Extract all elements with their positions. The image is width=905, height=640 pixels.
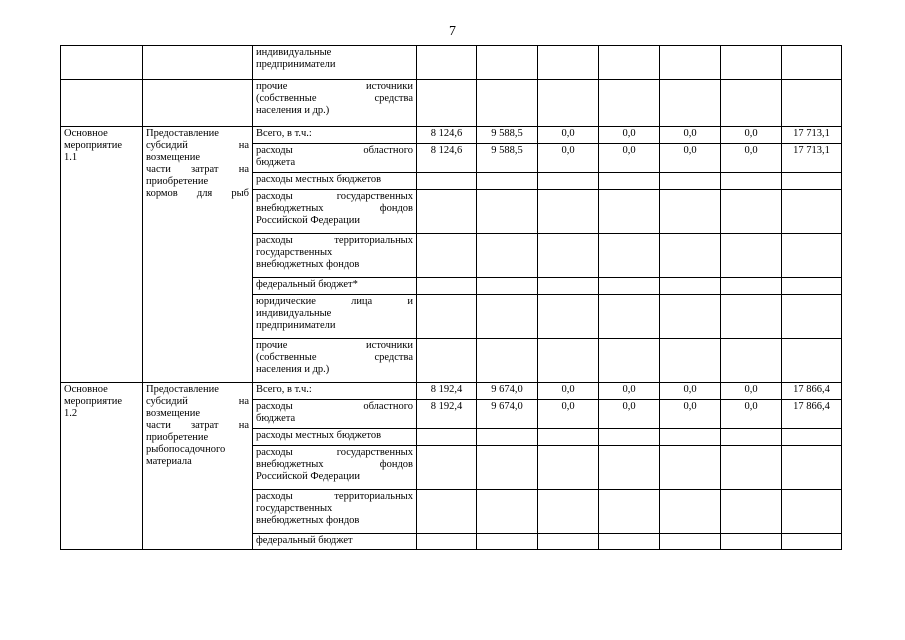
funding-source-cell <box>253 383 417 400</box>
cell-line: 1.1 <box>64 152 78 163</box>
value-cell: 0,0 <box>538 383 599 400</box>
value-cell <box>721 46 782 80</box>
table-row <box>61 383 842 400</box>
value-cell <box>721 173 782 190</box>
cell-line: предприниматели <box>256 320 336 331</box>
funding-source-cell <box>253 339 417 383</box>
cell-line: прочие источники <box>256 81 413 92</box>
value-cell <box>477 429 538 446</box>
value-cell <box>538 173 599 190</box>
cell-line: возмещение <box>146 152 201 163</box>
cell-line: (собственные средства <box>256 93 413 104</box>
value-cell <box>721 190 782 234</box>
cell-line: Всего, в т.ч.: <box>256 128 312 139</box>
cell-line: государственных <box>256 247 333 258</box>
value-cell <box>538 429 599 446</box>
value-cell <box>599 429 660 446</box>
cell-line: приобретение <box>146 432 209 443</box>
funding-source-cell <box>253 144 417 173</box>
value-cell: 0,0 <box>538 144 599 173</box>
cell-line: Предоставление <box>146 128 219 139</box>
value-cell <box>660 190 721 234</box>
cell-line: предприниматели <box>256 59 336 70</box>
value-cell <box>538 295 599 339</box>
value-cell <box>660 80 721 127</box>
cell-line: внебюджетных фондов <box>256 259 360 270</box>
value-cell <box>417 429 477 446</box>
value-cell <box>417 490 477 534</box>
value-cell <box>782 46 842 80</box>
cell-line: индивидуальные <box>256 47 332 58</box>
cell-line: 1.2 <box>64 408 78 419</box>
value-cell <box>417 46 477 80</box>
value-cell <box>538 534 599 550</box>
table-row <box>61 127 842 144</box>
value-cell <box>660 46 721 80</box>
value-cell: 17 866,4 <box>782 400 842 429</box>
value-cell <box>538 190 599 234</box>
activity-description-cell <box>143 80 253 127</box>
value-cell: 0,0 <box>660 383 721 400</box>
value-cell: 0,0 <box>721 383 782 400</box>
activity-description-cell <box>143 383 253 550</box>
cell-line: бюджета <box>256 157 296 168</box>
cell-line: (собственные средства <box>256 352 413 363</box>
activity-name-cell <box>61 383 143 550</box>
value-cell <box>782 173 842 190</box>
value-cell <box>417 446 477 490</box>
value-cell <box>477 534 538 550</box>
value-cell <box>477 278 538 295</box>
funding-source-cell <box>253 490 417 534</box>
funding-source-cell <box>253 234 417 278</box>
value-cell: 9 588,5 <box>477 127 538 144</box>
cell-line: материала <box>146 456 192 467</box>
value-cell <box>599 278 660 295</box>
cell-line: Предоставление <box>146 384 219 395</box>
value-cell <box>660 173 721 190</box>
funding-source-cell <box>253 400 417 429</box>
activity-name-cell <box>61 127 143 383</box>
value-cell <box>782 446 842 490</box>
budget-table <box>60 45 842 550</box>
value-cell: 0,0 <box>721 144 782 173</box>
cell-line: расходы территориальных <box>256 235 413 246</box>
value-cell <box>538 234 599 278</box>
activity-description-cell <box>143 46 253 80</box>
cell-line: внебюджетных фондов <box>256 459 413 470</box>
value-cell <box>477 46 538 80</box>
cell-line: расходы территориальных <box>256 491 413 502</box>
cell-line: кормов для рыб <box>146 188 249 199</box>
table-row <box>61 80 842 127</box>
cell-line: мероприятие <box>64 140 122 151</box>
value-cell <box>660 339 721 383</box>
value-cell <box>538 46 599 80</box>
value-cell <box>599 295 660 339</box>
value-cell: 0,0 <box>721 400 782 429</box>
value-cell <box>782 234 842 278</box>
cell-line: приобретение <box>146 176 209 187</box>
cell-line: индивидуальные <box>256 308 332 319</box>
cell-line: рыбопосадочного <box>146 444 226 455</box>
cell-line: юридические лица и <box>256 296 413 307</box>
value-cell <box>721 429 782 446</box>
value-cell: 8 192,4 <box>417 383 477 400</box>
value-cell <box>417 190 477 234</box>
value-cell <box>782 490 842 534</box>
cell-line: Российской Федерации <box>256 215 360 226</box>
value-cell <box>782 534 842 550</box>
cell-line: федеральный бюджет <box>256 535 353 546</box>
value-cell: 9 674,0 <box>477 383 538 400</box>
value-cell <box>599 534 660 550</box>
value-cell: 0,0 <box>660 127 721 144</box>
value-cell <box>599 173 660 190</box>
value-cell <box>599 234 660 278</box>
value-cell <box>782 190 842 234</box>
value-cell <box>417 173 477 190</box>
value-cell <box>660 429 721 446</box>
value-cell <box>477 339 538 383</box>
table-row <box>61 46 842 80</box>
value-cell: 8 124,6 <box>417 144 477 173</box>
value-cell <box>721 339 782 383</box>
value-cell <box>538 446 599 490</box>
value-cell <box>538 80 599 127</box>
value-cell <box>417 295 477 339</box>
cell-line: прочие источники <box>256 340 413 351</box>
cell-line: Основное <box>64 384 108 395</box>
value-cell <box>538 339 599 383</box>
value-cell <box>477 234 538 278</box>
value-cell: 17 713,1 <box>782 144 842 173</box>
value-cell <box>660 446 721 490</box>
value-cell <box>660 234 721 278</box>
funding-source-cell <box>253 190 417 234</box>
cell-line: населения и др.) <box>256 105 330 116</box>
value-cell <box>477 295 538 339</box>
value-cell <box>417 339 477 383</box>
funding-source-cell <box>253 46 417 80</box>
value-cell <box>782 339 842 383</box>
cell-line: части затрат на <box>146 164 249 175</box>
value-cell <box>721 534 782 550</box>
cell-line: бюджета <box>256 413 296 424</box>
value-cell: 0,0 <box>599 400 660 429</box>
value-cell <box>721 80 782 127</box>
value-cell: 0,0 <box>721 127 782 144</box>
cell-line: федеральный бюджет* <box>256 279 358 290</box>
value-cell <box>538 490 599 534</box>
value-cell <box>660 534 721 550</box>
value-cell: 0,0 <box>660 400 721 429</box>
value-cell <box>599 190 660 234</box>
activity-description-cell <box>143 127 253 383</box>
value-cell: 0,0 <box>538 400 599 429</box>
funding-source-cell <box>253 429 417 446</box>
cell-line: внебюджетных фондов <box>256 203 413 214</box>
value-cell: 9 588,5 <box>477 144 538 173</box>
value-cell: 17 713,1 <box>782 127 842 144</box>
cell-line: субсидий на <box>146 140 249 151</box>
value-cell <box>599 339 660 383</box>
value-cell <box>721 446 782 490</box>
activity-name-cell <box>61 46 143 80</box>
cell-line: государственных <box>256 503 333 514</box>
value-cell: 0,0 <box>599 144 660 173</box>
value-cell: 8 192,4 <box>417 400 477 429</box>
value-cell <box>599 490 660 534</box>
funding-source-cell <box>253 446 417 490</box>
activity-name-cell <box>61 80 143 127</box>
value-cell <box>721 490 782 534</box>
value-cell <box>660 278 721 295</box>
value-cell <box>660 490 721 534</box>
cell-line: расходы местных бюджетов <box>256 430 382 441</box>
cell-line: внебюджетных фондов <box>256 515 360 526</box>
funding-source-cell <box>253 534 417 550</box>
value-cell <box>477 490 538 534</box>
funding-source-cell <box>253 127 417 144</box>
funding-source-cell <box>253 173 417 190</box>
value-cell <box>477 190 538 234</box>
value-cell <box>782 295 842 339</box>
cell-line: расходы областного <box>256 401 413 412</box>
value-cell <box>599 446 660 490</box>
cell-line: расходы государственных <box>256 191 413 202</box>
cell-line: расходы государственных <box>256 447 413 458</box>
cell-line: расходы областного <box>256 145 413 156</box>
page-number: 7 <box>449 24 456 39</box>
value-cell <box>417 80 477 127</box>
value-cell <box>417 234 477 278</box>
cell-line: Основное <box>64 128 108 139</box>
value-cell <box>782 80 842 127</box>
value-cell <box>721 278 782 295</box>
value-cell: 0,0 <box>538 127 599 144</box>
value-cell: 0,0 <box>599 383 660 400</box>
cell-line: части затрат на <box>146 420 249 431</box>
cell-line: возмещение <box>146 408 201 419</box>
cell-line: Всего, в т.ч.: <box>256 384 312 395</box>
value-cell <box>599 46 660 80</box>
value-cell: 9 674,0 <box>477 400 538 429</box>
value-cell: 0,0 <box>599 127 660 144</box>
value-cell: 8 124,6 <box>417 127 477 144</box>
cell-line: мероприятие <box>64 396 122 407</box>
value-cell <box>599 80 660 127</box>
value-cell <box>782 278 842 295</box>
cell-line: населения и др.) <box>256 364 330 375</box>
value-cell <box>721 234 782 278</box>
value-cell <box>477 80 538 127</box>
value-cell <box>538 278 599 295</box>
value-cell <box>660 295 721 339</box>
funding-source-cell <box>253 278 417 295</box>
value-cell: 0,0 <box>660 144 721 173</box>
cell-line: расходы местных бюджетов <box>256 174 382 185</box>
value-cell <box>417 278 477 295</box>
funding-source-cell <box>253 295 417 339</box>
value-cell <box>417 534 477 550</box>
value-cell <box>782 429 842 446</box>
value-cell: 17 866,4 <box>782 383 842 400</box>
value-cell <box>721 295 782 339</box>
cell-line: Российской Федерации <box>256 471 360 482</box>
value-cell <box>477 173 538 190</box>
funding-source-cell <box>253 80 417 127</box>
value-cell <box>477 446 538 490</box>
budget-table-body <box>61 46 842 550</box>
cell-line: субсидий на <box>146 396 249 407</box>
